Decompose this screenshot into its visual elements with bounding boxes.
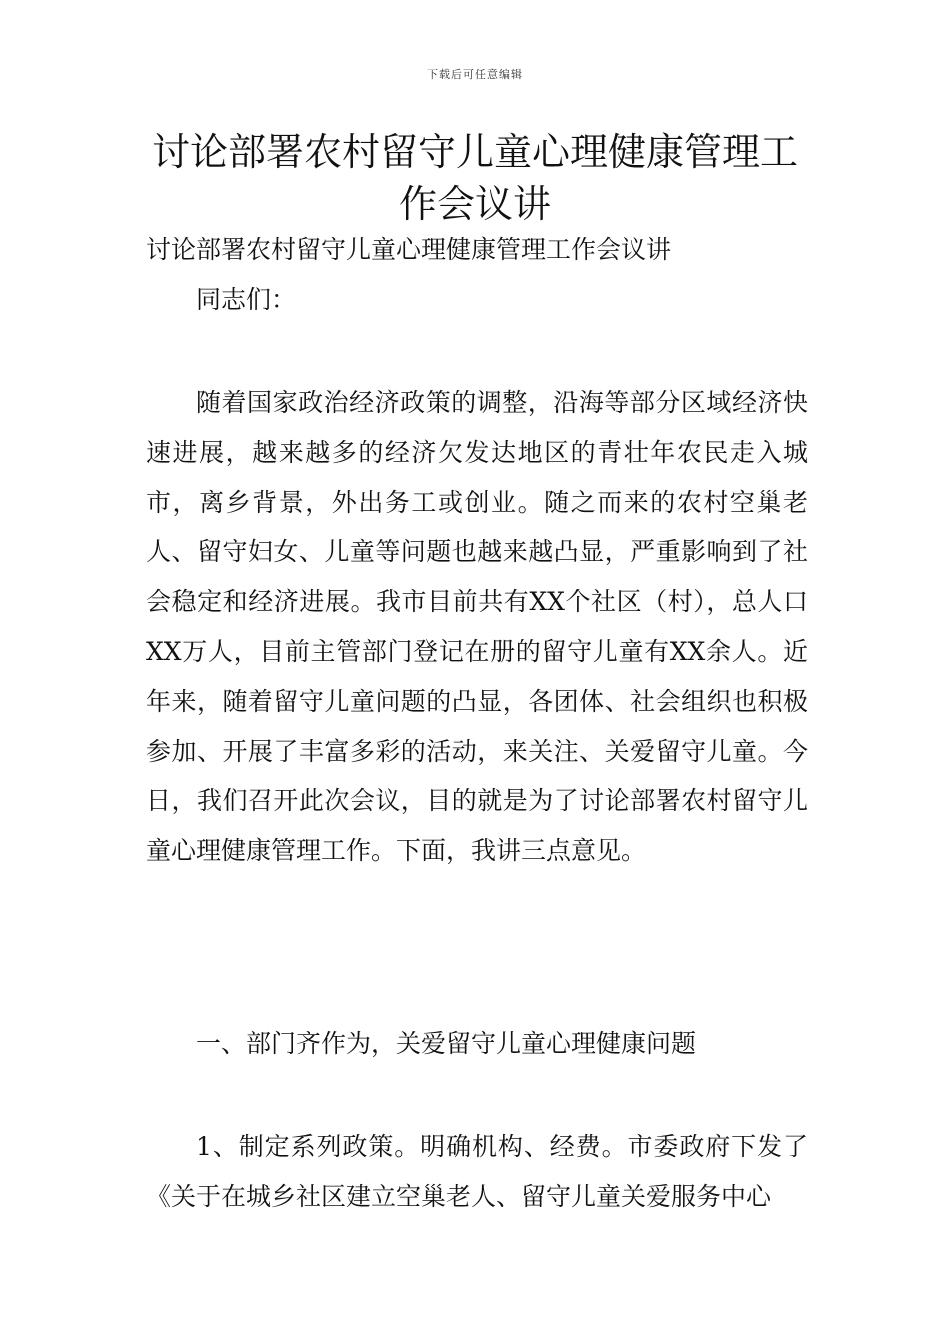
document-subtitle: 讨论部署农村留守儿童心理健康管理工作会议讲 (146, 235, 672, 264)
salutation: 同志们： (196, 285, 297, 314)
section-heading-1: 一、部门齐作为，关爱留守儿童心理健康问题 (196, 1029, 697, 1058)
document-title: 讨论部署农村留守儿童心理健康管理工作会议讲 (151, 130, 798, 226)
body-paragraph-1: 随着国家政治经济政策的调整，沿海等部分区域经济快速进展，越来越多的经济欠发达地区的青壮年农民走入城市，离乡背景，外出务工或创业。随之而来的农村空巢老人、留守妇女、儿童等问题也越来越凸显，严重影响到了社会稳定和经济进展。我市目前共有XX个社区（村），总人口XX万人，目前主管部门登记在册的留守儿童有XX余人。近年来，随着留守儿童问题的凸显，各团体、社会组织也积极参加、开展了丰富多彩的活动，来关注、关爱留守儿童。今日，我们召开此次会议，目的就是为了讨论部署农村留守儿童心理健康管理工作。下面，我讲三点意见。 (146, 388, 808, 866)
header-note: 下载后可任意编辑 (427, 68, 523, 81)
body-paragraph-2: 1、制定系列政策。明确机构、经费。市委政府下发了《关于在城乡社区建立空巢老人、留守儿童关爱服务中心 (146, 1132, 808, 1211)
